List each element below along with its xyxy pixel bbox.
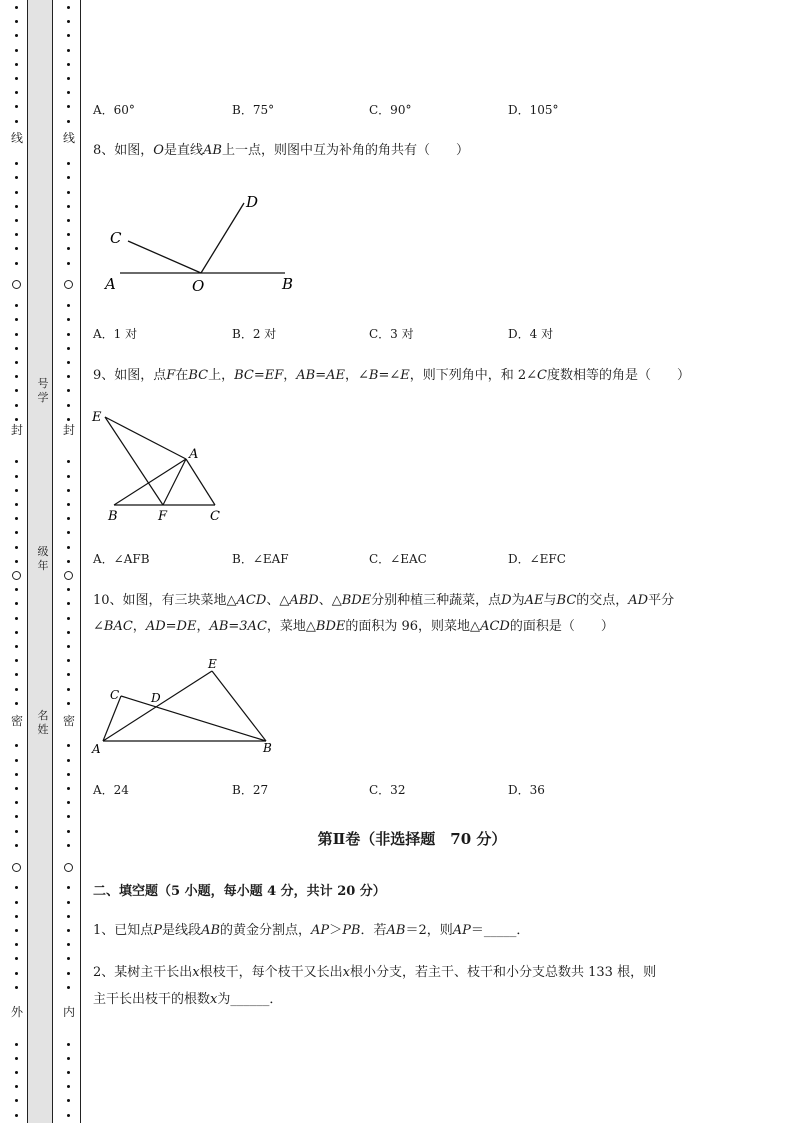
binding-dot (67, 1057, 70, 1060)
label-f: F (158, 509, 168, 524)
binding-dot (15, 517, 18, 520)
binding-dot (15, 943, 18, 946)
binding-dot (15, 688, 18, 691)
binding-dot (15, 645, 18, 648)
binding-dot (67, 105, 70, 108)
binding-dot (15, 986, 18, 989)
binding-dot (67, 77, 70, 80)
binding-dot (67, 176, 70, 179)
binding-dot (67, 517, 70, 520)
binding-dot (67, 702, 70, 705)
option-a[interactable]: A．24 (93, 783, 129, 797)
binding-dot (15, 63, 18, 66)
option-c[interactable]: C．∠EAC (369, 552, 427, 566)
inner-circle (64, 280, 73, 289)
binding-dot (67, 815, 70, 818)
segment-ba (114, 459, 186, 505)
binding-dot (15, 901, 18, 904)
option-c[interactable]: C．90° (369, 103, 412, 117)
binding-dot (67, 659, 70, 662)
option-d[interactable]: D．105° (508, 103, 559, 117)
ray-oc (128, 241, 201, 273)
binding-dot (67, 801, 70, 804)
outer-marker-wai: 外 (11, 1005, 24, 1019)
option-b[interactable]: B．∠EAF (232, 552, 289, 566)
binding-dot (15, 531, 18, 534)
binding-dot (67, 602, 70, 605)
binding-dot (67, 63, 70, 66)
label-a: A (92, 742, 101, 756)
outer-dot-column (12, 0, 22, 1123)
binding-dot (67, 759, 70, 762)
binding-dot (67, 744, 70, 747)
binding-dot (15, 460, 18, 463)
inner-marker-feng: 封 (63, 423, 76, 437)
binding-dot (15, 503, 18, 506)
inner-marker-nei: 内 (63, 1005, 76, 1019)
binding-dot (67, 49, 70, 52)
outer-marker-mi: 密 (11, 714, 24, 728)
binding-dot (67, 787, 70, 790)
q9-stem: 9、如图，点F在BC上，BC=EF，AB=AE，∠B=∠E，则下列角中，和 2∠C度数相等的角是（ ） (93, 368, 691, 383)
binding-dot (15, 546, 18, 549)
inner-marker-xian: 线 (63, 131, 76, 145)
binding-dot (15, 77, 18, 80)
outer-circle (12, 280, 21, 289)
binding-dot (67, 347, 70, 350)
binding-dot (67, 1085, 70, 1088)
binding-dot (15, 347, 18, 350)
fill2-stem-line2: 主干长出枝干的根数x为______． (93, 992, 283, 1007)
option-b[interactable]: B．27 (232, 783, 269, 797)
label-c: C (110, 229, 122, 247)
outer-circle (12, 571, 21, 580)
binding-dot (15, 404, 18, 407)
binding-dot (67, 901, 70, 904)
binding-dot (15, 759, 18, 762)
binding-dot (15, 915, 18, 918)
option-d[interactable]: D．∠EFC (508, 552, 566, 566)
q9-figure (88, 405, 228, 525)
field-label-name: 名姓 (37, 709, 49, 736)
binding-dot (67, 929, 70, 932)
outer-circle (12, 863, 21, 872)
label-d: D (151, 691, 161, 705)
binding-dot (15, 375, 18, 378)
binding-dot (67, 915, 70, 918)
binding-dot (67, 6, 70, 9)
binding-dot (67, 886, 70, 889)
q8-figure (100, 185, 310, 300)
section-title: 第Ⅱ卷（非选择题 70 分） (317, 830, 507, 848)
label-b: B (108, 509, 118, 524)
binding-dot (67, 1099, 70, 1102)
binding-line-right (52, 0, 53, 1123)
binding-dot (15, 1043, 18, 1046)
binding-dot (15, 631, 18, 634)
binding-dot (15, 588, 18, 591)
binding-dot (67, 531, 70, 534)
segment-ae (103, 671, 212, 741)
binding-dot (15, 247, 18, 250)
fill1-stem: 1、已知点P是线段AB的黄金分割点，AP＞PB．若AB＝2，则AP＝_____． (93, 923, 530, 938)
inner-circle (64, 863, 73, 872)
label-c: C (210, 509, 220, 524)
label-e: E (92, 410, 102, 425)
field-label-student-id: 号学 (37, 377, 49, 404)
q10-figure (88, 655, 288, 760)
binding-dot (15, 929, 18, 932)
inner-circle (64, 571, 73, 580)
binding-dot (15, 673, 18, 676)
option-b[interactable]: B．75° (232, 103, 275, 117)
binding-dot (67, 645, 70, 648)
binding-dot (67, 219, 70, 222)
answer-blank[interactable]: ＝_____． (470, 923, 530, 938)
binding-dot (15, 49, 18, 52)
binding-dot (15, 1071, 18, 1074)
binding-dot (15, 972, 18, 975)
binding-dot (15, 1057, 18, 1060)
binding-dot (67, 333, 70, 336)
option-c[interactable]: C．32 (369, 783, 406, 797)
field-label-grade: 级年 (37, 545, 49, 572)
label-o: O (192, 277, 205, 295)
binding-dot (15, 744, 18, 747)
binding-dot (15, 560, 18, 563)
option-b[interactable]: B．2 对 (232, 327, 277, 341)
binding-dot (15, 361, 18, 364)
fill2-stem-line1: 2、某树主干长出x根枝干，每个枝干又长出x根小分支，若主干、枝干和小分支总数共 133 根，则 (93, 965, 657, 980)
segment-cb (121, 696, 266, 741)
binding-dot (67, 773, 70, 776)
binding-dot (67, 389, 70, 392)
binding-dot (67, 617, 70, 620)
binding-dot (67, 20, 70, 23)
binding-dot (67, 489, 70, 492)
option-c[interactable]: C．3 对 (369, 327, 414, 341)
binding-dot (15, 162, 18, 165)
binding-dot (67, 91, 70, 94)
binding-dot (15, 205, 18, 208)
binding-dot (15, 1114, 18, 1117)
binding-dot (67, 418, 70, 421)
binding-dot (15, 957, 18, 960)
answer-blank[interactable]: 为______． (217, 992, 283, 1007)
outer-marker-feng: 封 (11, 423, 24, 437)
binding-dot (67, 120, 70, 123)
binding-dot (67, 631, 70, 634)
binding-dot (15, 219, 18, 222)
binding-dot (15, 418, 18, 421)
binding-dot (67, 673, 70, 676)
binding-dot (67, 162, 70, 165)
binding-dot (15, 801, 18, 804)
binding-dot (15, 1099, 18, 1102)
binding-dot (67, 1114, 70, 1117)
binding-dot (67, 475, 70, 478)
label-c: C (110, 688, 120, 702)
binding-dot (67, 375, 70, 378)
outer-marker-xian: 线 (11, 131, 24, 145)
binding-dot (67, 233, 70, 236)
binding-dot (15, 773, 18, 776)
binding-dot (15, 475, 18, 478)
binding-dot (67, 247, 70, 250)
option-a[interactable]: A．60° (93, 103, 135, 117)
option-a[interactable]: A．∠AFB (93, 552, 150, 566)
binding-dot (67, 986, 70, 989)
binding-dot (15, 389, 18, 392)
binding-line-outer (80, 0, 81, 1123)
binding-dot (67, 34, 70, 37)
binding-dot (15, 262, 18, 265)
binding-dot (15, 787, 18, 790)
binding-dot (67, 1043, 70, 1046)
label-a: A (105, 275, 116, 293)
binding-dot (15, 318, 18, 321)
option-d[interactable]: D．4 对 (508, 327, 554, 341)
label-b: B (282, 275, 294, 293)
binding-dot (15, 91, 18, 94)
binding-dot (15, 886, 18, 889)
q10-stem-line2: ∠BAC，AD=DE，AB=3AC，菜地△BDE的面积为 96，则菜地△ACD的面积是（ ） (93, 619, 614, 634)
binding-dot (15, 333, 18, 336)
binding-dot (67, 560, 70, 563)
binding-dot (67, 546, 70, 549)
binding-dot (15, 233, 18, 236)
binding-dot (15, 34, 18, 37)
binding-dot (67, 318, 70, 321)
binding-dot (67, 361, 70, 364)
segment-eb (212, 671, 266, 741)
label-b: B (263, 741, 272, 755)
binding-dot (15, 191, 18, 194)
segment-ea (105, 417, 186, 459)
binding-dot (15, 120, 18, 123)
segment-ac (103, 696, 121, 741)
binding-dot (67, 688, 70, 691)
label-d: D (246, 193, 259, 211)
binding-dot (15, 1085, 18, 1088)
binding-dot (67, 304, 70, 307)
inner-marker-mi: 密 (63, 714, 76, 728)
binding-line-left (27, 0, 28, 1123)
binding-dot (67, 503, 70, 506)
option-d[interactable]: D．36 (508, 783, 545, 797)
label-e: E (208, 657, 217, 671)
binding-dot (15, 815, 18, 818)
option-a[interactable]: A．1 对 (93, 327, 138, 341)
label-a: A (189, 447, 199, 462)
binding-dot (67, 943, 70, 946)
binding-dot (67, 404, 70, 407)
ray-od (201, 203, 244, 273)
binding-dot (15, 659, 18, 662)
binding-dot (67, 957, 70, 960)
binding-dot (67, 205, 70, 208)
binding-dot (67, 588, 70, 591)
binding-dot (67, 972, 70, 975)
binding-dot (15, 602, 18, 605)
binding-dot (15, 617, 18, 620)
segment-ac (186, 459, 215, 505)
binding-dot (67, 191, 70, 194)
binding-dot (67, 460, 70, 463)
binding-dot (15, 702, 18, 705)
binding-dot (15, 105, 18, 108)
binding-dot (15, 6, 18, 9)
binding-dot (15, 20, 18, 23)
section-subtitle: 二、填空题（5 小题，每小题 4 分，共计 20 分） (93, 884, 386, 899)
binding-dot (15, 489, 18, 492)
binding-dot (67, 1071, 70, 1074)
binding-margin (0, 0, 88, 1123)
q10-stem-line1: 10、如图，有三块菜地△ACD、△ABD、△BDE分别种植三种蔬菜，点D为AE与BC的交点，AD平分 (93, 593, 675, 608)
binding-dot (15, 176, 18, 179)
inner-dot-column (64, 0, 74, 1123)
binding-dot (15, 304, 18, 307)
q8-stem: 8、如图，O是直线AB上一点，则图中互为补角的角共有（ ） (93, 143, 469, 158)
binding-dot (67, 262, 70, 265)
